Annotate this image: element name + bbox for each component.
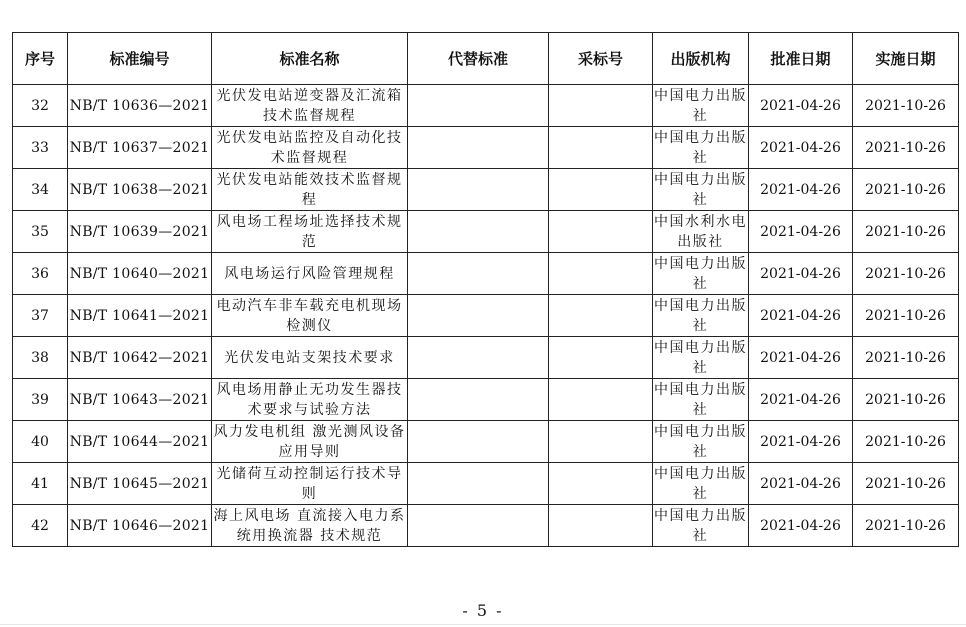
adopted-standard-cell: [549, 169, 653, 211]
publisher-cell: 中国电力出版社: [653, 379, 749, 421]
replaced-standard-cell: [408, 379, 549, 421]
publisher-cell: 中国电力出版社: [653, 127, 749, 169]
publisher-cell: 中国电力出版社: [653, 169, 749, 211]
standards-table: [12, 32, 959, 547]
adopted-standard-cell: [549, 379, 653, 421]
table-row: [13, 169, 959, 211]
standard-code-cell: NB/T 10637—2021: [68, 127, 212, 169]
adopted-standard-cell: [549, 295, 653, 337]
table-row: [13, 253, 959, 295]
replaced-standard-cell: [408, 421, 549, 463]
publisher-cell: 中国电力出版社: [653, 253, 749, 295]
serial-no-cell: 39: [13, 379, 68, 421]
table-body: [13, 85, 959, 547]
serial-no-cell: 38: [13, 337, 68, 379]
header-replaced-standard: 代替标准: [408, 33, 549, 85]
serial-no-cell: 41: [13, 463, 68, 505]
standard-code-cell: NB/T 10645—2021: [68, 463, 212, 505]
standard-code-cell: NB/T 10640—2021: [68, 253, 212, 295]
table-row: [13, 127, 959, 169]
publisher-cell: 中国水利水电出版社: [653, 211, 749, 253]
adopted-standard-cell: [549, 253, 653, 295]
effective-date-cell: 2021-10-26: [853, 253, 959, 295]
standard-name-cell: 光伏发电站监控及自动化技术监督规程: [212, 127, 408, 169]
header-serial-no: 序号: [13, 33, 68, 85]
standard-code-cell: NB/T 10638—2021: [68, 169, 212, 211]
approval-date-cell: 2021-04-26: [749, 295, 853, 337]
serial-no-cell: 42: [13, 505, 68, 547]
header-standard-code: 标准编号: [68, 33, 212, 85]
serial-no-cell: 36: [13, 253, 68, 295]
serial-no-cell: 32: [13, 85, 68, 127]
approval-date-cell: 2021-04-26: [749, 85, 853, 127]
standard-code-cell: NB/T 10642—2021: [68, 337, 212, 379]
header-effective-date: 实施日期: [853, 33, 959, 85]
replaced-standard-cell: [408, 169, 549, 211]
approval-date-cell: 2021-04-26: [749, 211, 853, 253]
standard-name-cell: 海上风电场 直流接入电力系统用换流器 技术规范: [212, 505, 408, 547]
standard-code-cell: NB/T 10641—2021: [68, 295, 212, 337]
adopted-standard-cell: [549, 85, 653, 127]
effective-date-cell: 2021-10-26: [853, 85, 959, 127]
effective-date-cell: 2021-10-26: [853, 463, 959, 505]
adopted-standard-cell: [549, 505, 653, 547]
header-publisher: 出版机构: [653, 33, 749, 85]
approval-date-cell: 2021-04-26: [749, 379, 853, 421]
header-row: [13, 33, 959, 85]
adopted-standard-cell: [549, 337, 653, 379]
publisher-cell: 中国电力出版社: [653, 295, 749, 337]
standard-name-cell: 光伏发电站逆变器及汇流箱技术监督规程: [212, 85, 408, 127]
standard-code-cell: NB/T 10643—2021: [68, 379, 212, 421]
serial-no-cell: 35: [13, 211, 68, 253]
serial-no-cell: 40: [13, 421, 68, 463]
table-row: [13, 463, 959, 505]
adopted-standard-cell: [549, 463, 653, 505]
publisher-cell: 中国电力出版社: [653, 421, 749, 463]
effective-date-cell: 2021-10-26: [853, 421, 959, 463]
standard-name-cell: 光储荷互动控制运行技术导则: [212, 463, 408, 505]
effective-date-cell: 2021-10-26: [853, 127, 959, 169]
replaced-standard-cell: [408, 85, 549, 127]
table-row: [13, 505, 959, 547]
standard-name-cell: 风力发电机组 激光测风设备 应用导则: [212, 421, 408, 463]
approval-date-cell: 2021-04-26: [749, 127, 853, 169]
standard-name-cell: 光伏发电站支架技术要求: [212, 337, 408, 379]
publisher-cell: 中国电力出版社: [653, 505, 749, 547]
replaced-standard-cell: [408, 127, 549, 169]
table-row: [13, 421, 959, 463]
standard-name-cell: 风电场工程场址选择技术规范: [212, 211, 408, 253]
header-adopted-standard: 采标号: [549, 33, 653, 85]
serial-no-cell: 34: [13, 169, 68, 211]
serial-no-cell: 33: [13, 127, 68, 169]
approval-date-cell: 2021-04-26: [749, 421, 853, 463]
replaced-standard-cell: [408, 295, 549, 337]
replaced-standard-cell: [408, 463, 549, 505]
standard-code-cell: NB/T 10639—2021: [68, 211, 212, 253]
table-row: [13, 295, 959, 337]
effective-date-cell: 2021-10-26: [853, 379, 959, 421]
replaced-standard-cell: [408, 337, 549, 379]
page-number: - 5 -: [462, 601, 504, 620]
table-row: [13, 379, 959, 421]
standard-name-cell: 电动汽车非车载充电机现场检测仪: [212, 295, 408, 337]
effective-date-cell: 2021-10-26: [853, 505, 959, 547]
publisher-cell: 中国电力出版社: [653, 463, 749, 505]
approval-date-cell: 2021-04-26: [749, 337, 853, 379]
approval-date-cell: 2021-04-26: [749, 253, 853, 295]
effective-date-cell: 2021-10-26: [853, 337, 959, 379]
table-row: [13, 85, 959, 127]
effective-date-cell: 2021-10-26: [853, 295, 959, 337]
approval-date-cell: 2021-04-26: [749, 169, 853, 211]
adopted-standard-cell: [549, 421, 653, 463]
table-row: [13, 211, 959, 253]
publisher-cell: 中国电力出版社: [653, 337, 749, 379]
standard-name-cell: 光伏发电站能效技术监督规程: [212, 169, 408, 211]
standard-name-cell: 风电场运行风险管理规程: [212, 253, 408, 295]
standard-code-cell: NB/T 10636—2021: [68, 85, 212, 127]
standard-name-cell: 风电场用静止无功发生器技术要求与试验方法: [212, 379, 408, 421]
approval-date-cell: 2021-04-26: [749, 505, 853, 547]
effective-date-cell: 2021-10-26: [853, 211, 959, 253]
serial-no-cell: 37: [13, 295, 68, 337]
standard-code-cell: NB/T 10646—2021: [68, 505, 212, 547]
table-header: [13, 33, 959, 85]
header-approval-date: 批准日期: [749, 33, 853, 85]
effective-date-cell: 2021-10-26: [853, 169, 959, 211]
standard-code-cell: NB/T 10644—2021: [68, 421, 212, 463]
replaced-standard-cell: [408, 253, 549, 295]
header-standard-name: 标准名称: [212, 33, 408, 85]
adopted-standard-cell: [549, 127, 653, 169]
page-bottom-divider: [0, 624, 966, 625]
adopted-standard-cell: [549, 211, 653, 253]
approval-date-cell: 2021-04-26: [749, 463, 853, 505]
replaced-standard-cell: [408, 505, 549, 547]
table-row: [13, 337, 959, 379]
publisher-cell: 中国电力出版社: [653, 85, 749, 127]
replaced-standard-cell: [408, 211, 549, 253]
